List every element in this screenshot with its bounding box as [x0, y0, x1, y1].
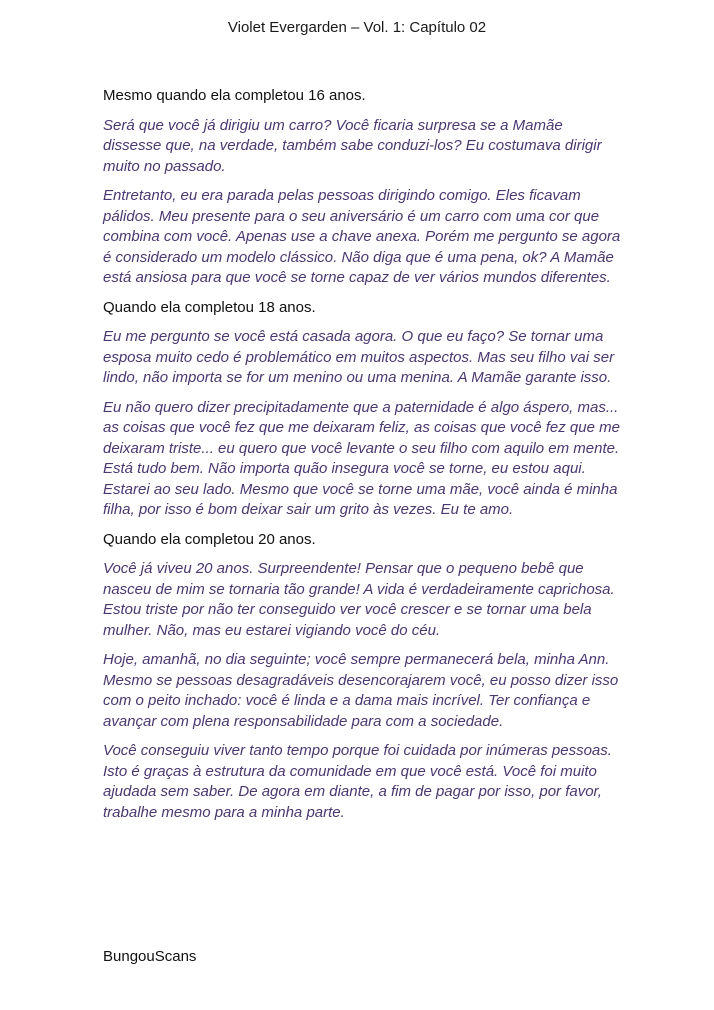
letter-paragraph: Você já viveu 20 anos. Surpreendente! Pensar que o pequeno bebê que nasceu de mim se tornaria tão grande! A vida é verdadeiramente caprichosa. Estou triste por não ter conseguido ver você crescer e se tornar uma bela mulher. Não, mas eu estarei vigiando você do céu.: [103, 560, 615, 639]
letter-paragraph: Você conseguiu viver tanto tempo porque foi cuidada por inúmeras pessoas. Isto é graças à estrutura da comunidade em que você está. Você foi muito ajudada sem saber. De agora em diante, a fim de pagar por isso, por favor, trabalhe mesmo para a minha parte.: [103, 742, 612, 821]
letter-paragraph: Será que você já dirigiu um carro? Você ficaria surpresa se a Mamãe dissesse que, na verdade, também sabe conduzi-los? Eu costumava dirigir muito no passado.: [103, 116, 602, 175]
letter-paragraph: Eu não quero dizer precipitadamente que a paternidade é algo áspero, mas... as coisas que você fez que me deixaram feliz, as coisas que você fez que me deixaram triste... eu quero que você levante o seu filho com aquilo em mente. Está tudo bem. Não importa quão insegura você se torne, eu estou aqui. Estarei ao seu lado. Mesmo que você se torne uma mãe, você ainda é minha filha, por isso é bom deixar sair um grito às vezes. Eu te amo.: [103, 398, 620, 518]
scanlation-credit: BungouScans: [103, 948, 197, 965]
section-heading-20: Quando ela completou 20 anos.: [103, 530, 316, 548]
page-title: Violet Evergarden – Vol. 1: Capítulo 02: [227, 19, 487, 36]
document-body: [103, 86, 623, 832]
letter-paragraph: Entretanto, eu era parada pelas pessoas dirigindo comigo. Eles ficavam pálidos. Meu presente para o seu aniversário é um carro com uma cor que combina com você. Apenas use a chave anexa. Porém me pergunto se agora é considerado um modelo clássico. Não diga que é uma pena, ok? A Mamãe está ansiosa para que você se torne capaz de ver vários mundos diferentes.: [103, 187, 621, 286]
section-heading-18: Quando ela completou 18 anos.: [103, 298, 316, 316]
section-heading-16: Mesmo quando ela completou 16 anos.: [103, 87, 366, 104]
letter-paragraph: Eu me pergunto se você está casada agora. O que eu faço? Se tornar uma esposa muito cedo é problemático em muitos aspectos. Mas seu filho vai ser lindo, não importa se for um menino ou uma menina. A Mamãe garante isso.: [103, 328, 615, 386]
letter-paragraph: Hoje, amanhã, no dia seguinte; você sempre permanecerá bela, minha Ann. Mesmo se pessoas desagradáveis desencorajarem você, eu posso dizer isso com o peito inchado: você é linda e a dama mais incrível. Ter confiança e avançar com plena responsabilidade para com a sociedade.: [103, 651, 619, 730]
